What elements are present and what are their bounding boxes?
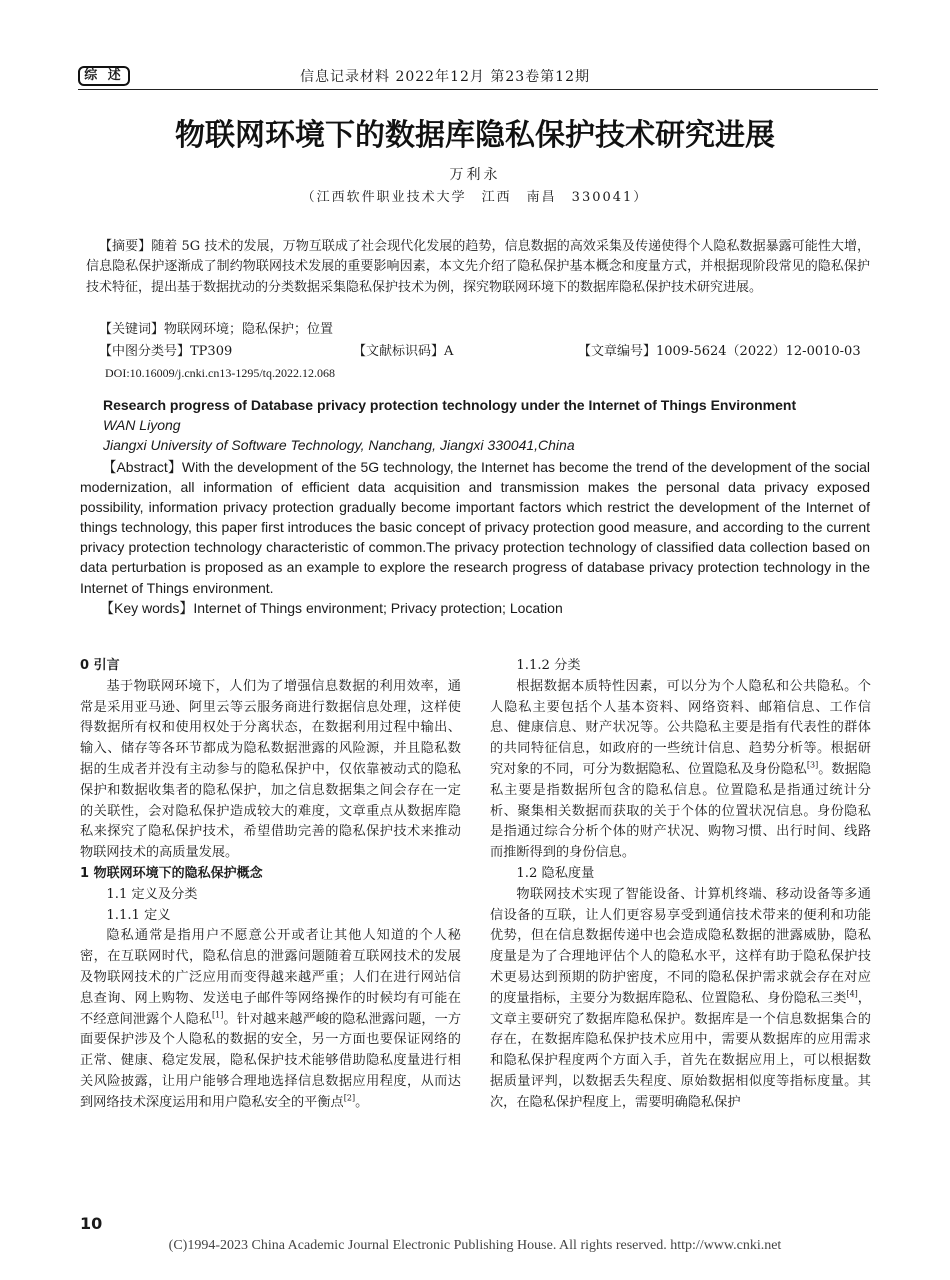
journal-header: 信息记录材料 2022年12月 第23卷第12期 bbox=[300, 69, 590, 85]
abstract-cn: 【摘要】随着 5G 技术的发展，万物互联成了社会现代化发展的趋势，信息数据的高效采集及传递使得个人隐私数据暴露可能性大增，信息隐私保护逐渐成了制约物联网技术发展的重要影响因素，本文先介绍了隐私保护基本概念和度量方式，并根据现阶段常见的隐私保护技术特征，提出基于数据扰动的分类数据采集隐私保护技术为例，探究物联网环境下的数据库隐私保护技术研究进展。 bbox=[86, 239, 870, 295]
paragraph-definition bbox=[80, 926, 461, 1113]
doi[interactable]: DOI:10.16009/j.cnki.cn13-1295/tq.2022.12.068 bbox=[105, 366, 335, 380]
page-number: 10 bbox=[80, 1214, 103, 1233]
paragraph-measurement bbox=[490, 885, 871, 1114]
article-title: 物联网环境下的数据库隐私保护技术研究进展 bbox=[175, 118, 775, 153]
document-code: 【文献标识码】A bbox=[353, 344, 454, 359]
paragraph-classification bbox=[490, 677, 871, 864]
left-column bbox=[80, 656, 461, 1114]
section-badge: 综 述 bbox=[78, 66, 130, 86]
paragraph-introduction: 基于物联网环境下，人们为了增强信息数据的利用效率，通常是采用亚马逊、阿里云等云服务商进行数据信息处理，这样使得数据所有权和使用权处于分离状态，在数据利用过程中输出、输入、储存等各环节都成为隐私数据泄露的风险源，并且隐私数据的生成者并没有主动参与的隐私保护中，仅依靠被动式的隐私保护和数据收集者的隐私保护，加之信息数据集之间会存在一定的关联性，会对隐私保护造成较大的难度，文章重点从数据库隐私来探究了隐私保护技术，希望借助完善的隐私保护技术来推动物联网技术的高质量发展。 bbox=[80, 678, 461, 861]
heading-section-1-1: 1.1 定义及分类 bbox=[106, 886, 198, 902]
article-number: 【文章编号】1009-5624（2022）12-0010-03 bbox=[578, 344, 861, 359]
measurement-text-b: ，文章主要研究了数据库隐私保护。数据库是一个信息数据集合的存在，在数据库隐私保护技术应用中，需要从数据库的应用需求和隐私保护程度两个方面入手，首先在数据应用上，可以根据数据质量评判，以数据丢失程度、原始数据相似度等指标度量。其次，在隐私保护程度上，需要明确隐私保护 bbox=[490, 990, 871, 1110]
right-column bbox=[490, 656, 871, 1114]
definition-text-b: 。针对越来越严峻的隐私泄露问题，一方面要保护涉及个人隐私的数据的安全，另一方面也要保证网络的正常、健康、稳定发展，隐私保护技术能够借助隐私度量进行相关风险披露，让用户能够合理地选择信息数据应用程度，从而达到网络技术深度运用和用户隐私安全的平衡点 bbox=[80, 1011, 462, 1110]
header-rule bbox=[78, 89, 878, 90]
reference-1[interactable]: [1] bbox=[212, 1010, 224, 1020]
clc-number: 【中图分类号】TP309 bbox=[99, 344, 233, 359]
reference-2[interactable]: [2] bbox=[343, 1093, 356, 1103]
heading-section-1-1-1: 1.1.1 定义 bbox=[106, 907, 171, 923]
heading-introduction: 0 引言 bbox=[80, 658, 120, 673]
measurement-text-a: 物联网技术实现了智能设备、计算机终端、移动设备等多通信设备的互联，让人们更容易享受到通信技术带来的便利和功能优势，但在信息数据传递中也会造成隐私数据的泄露威胁，隐私度量是为了合理地评估个人的隐私水平，这样有助于隐私保护技术更易达到预期的防护密度，不同的隐私保护需求就会存在对应的度量指标，主要分为数据库隐私、位置隐私、身份隐私三类 bbox=[490, 886, 871, 1006]
english-affiliation: Jiangxi University of Software Technology, Nanchang, Jiangxi 330041,China bbox=[103, 437, 575, 453]
copyright-notice: (C)1994-2023 China Academic Journal Electronic Publishing House. All rights reserved. http://www.cnki.net bbox=[168, 1238, 782, 1253]
english-author: WAN Liyong bbox=[103, 417, 181, 433]
reference-3[interactable]: [3] bbox=[806, 760, 819, 770]
author-affiliation: （江西软件职业技术大学 江西 南昌 330041） bbox=[301, 190, 649, 205]
heading-section-1-2: 1.2 隐私度量 bbox=[516, 865, 595, 881]
english-abstract: 【Abstract】With the development of the 5G technology, the Internet has become the trend of the development of the social modernization, all information of efficient data acquisition and transmission makes the personal data privacy exposed possibility, information privacy protection gradually become important factors which restrict the development of the Internet of things technology, this paper first introduces the basic concept of privacy protection good measure, and according to the current privacy protection technology characteristic of common.The privacy protection technology of classified data collection based on data perturbation is proposed as an example to explore the research progress of database privacy protection technology in the Internet of Things environment. bbox=[80, 459, 870, 596]
english-title: Research progress of Database privacy protection technology under the Internet of Things Environment bbox=[103, 397, 797, 413]
author-name: 万利永 bbox=[449, 167, 501, 183]
classification-text-a: 根据数据本质特性因素，可以分为个人隐私和公共隐私。个人隐私主要包括个人基本资料、网络资料、邮箱信息、工作信息、健康信息、财产状况等。公共隐私主要是指有代表性的群体的共同特征信息，如政府的一些统计信息、趋势分析等。根据研究对象的不同，可分为数据隐私、位置隐私及身份隐私 bbox=[490, 678, 871, 777]
definition-text-c: 。 bbox=[355, 1094, 369, 1110]
classification-text-b: 。数据隐私主要是指数据所包含的隐私信息。位置隐私是指通过统计分析、聚集相关数据而获取的关于个体的位置状况信息。身份隐私是指通过综合分析个体的财产状况、购物习惯、出行时间、线路而推断得到的身份信息。 bbox=[490, 761, 872, 861]
definition-text-a: 隐私通常是指用户不愿意公开或者让其他人知道的个人秘密，在互联网时代，隐私信息的泄露问题随着互联网技术的发展及物联网技术的广泛应用而变得越来越严重；人们在进行网站信息查询、网上购物、发送电子邮件等网络操作的时候均有可能在不经意间泄露个人隐私 bbox=[80, 928, 461, 1027]
english-keywords: 【Key words】Internet of Things environment; Privacy protection; Location bbox=[100, 600, 563, 616]
heading-section-1: 1 物联网环境下的隐私保护概念 bbox=[80, 865, 263, 881]
keywords-cn: 【关键词】物联网环境；隐私保护；位置 bbox=[99, 322, 334, 337]
reference-4[interactable]: [4] bbox=[846, 989, 858, 999]
heading-section-1-1-2: 1.1.2 分类 bbox=[516, 658, 581, 673]
